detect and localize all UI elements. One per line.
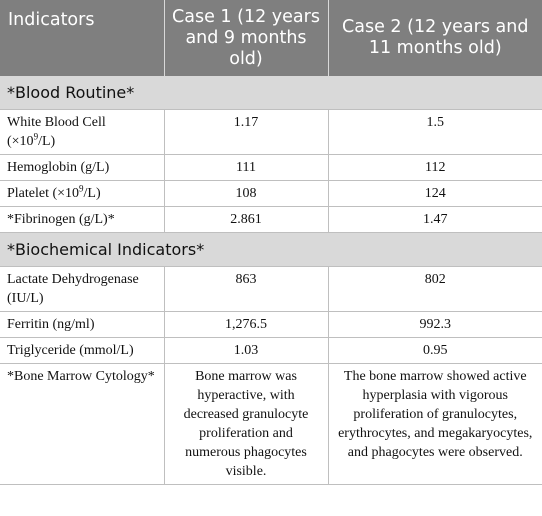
header-indicators: Indicators bbox=[0, 0, 164, 76]
case2-value-ldh: 802 bbox=[328, 267, 542, 312]
indicator-label-wbc bbox=[0, 110, 164, 155]
table-row-wbc bbox=[0, 110, 542, 155]
table-row-bone-marrow bbox=[0, 364, 542, 485]
table-header bbox=[0, 0, 542, 76]
indicator-label-ldh: Lactate Dehydrogenase (IU/L) bbox=[0, 267, 164, 312]
table-row-hemoglobin bbox=[0, 155, 542, 181]
case2-value-platelet: 124 bbox=[328, 181, 542, 207]
header-case2: Case 2 (12 years and 11 months old) bbox=[328, 0, 542, 76]
case1-value-hemoglobin: 111 bbox=[164, 155, 328, 181]
indicator-label-hemoglobin: Hemoglobin (g/L) bbox=[0, 155, 164, 181]
indicator-label-wbc-exponent: 9 bbox=[33, 131, 39, 142]
indicator-label-platelet bbox=[0, 181, 164, 207]
indicator-label-bone-marrow: *Bone Marrow Cytology* bbox=[0, 364, 164, 485]
section-title-biochemical: *Biochemical Indicators* bbox=[0, 233, 542, 267]
indicator-label-wbc-unit: /L) bbox=[38, 134, 56, 149]
header-case1: Case 1 (12 years and 9 months old) bbox=[164, 0, 328, 76]
header-row bbox=[0, 0, 542, 76]
section-row-blood-routine bbox=[0, 76, 542, 110]
table-row-ldh bbox=[0, 267, 542, 312]
case1-value-bone-marrow: Bone marrow was hyperactive, with decreased granulocyte proliferation and numerous phagocytes visible. bbox=[164, 364, 328, 485]
table-row-ferritin bbox=[0, 312, 542, 338]
indicator-label-platelet-text: Platelet (×10 bbox=[7, 186, 80, 201]
case1-value-platelet: 108 bbox=[164, 181, 328, 207]
indicator-label-platelet-exponent: 9 bbox=[79, 183, 84, 194]
indicator-label-wbc-text: White Blood Cell (×10 bbox=[7, 115, 106, 149]
case1-value-ldh: 863 bbox=[164, 267, 328, 312]
section-row-biochemical bbox=[0, 233, 542, 267]
case2-value-bone-marrow: The bone marrow showed active hyperplasia with vigorous proliferation of granulocytes, erythrocytes, and megakaryocytes, and phagocytes were observed. bbox=[328, 364, 542, 485]
case1-value-wbc: 1.17 bbox=[164, 110, 328, 155]
indicator-label-platelet-unit: /L) bbox=[83, 186, 101, 201]
table-row-triglyceride bbox=[0, 338, 542, 364]
case1-value-fibrinogen: 2.861 bbox=[164, 207, 328, 233]
section-title-blood-routine: *Blood Routine* bbox=[0, 76, 542, 110]
table-row-platelet bbox=[0, 181, 542, 207]
case2-value-fibrinogen: 1.47 bbox=[328, 207, 542, 233]
table-row-fibrinogen bbox=[0, 207, 542, 233]
case2-value-ferritin: 992.3 bbox=[328, 312, 542, 338]
table-body bbox=[0, 76, 542, 485]
case1-value-ferritin: 1,276.5 bbox=[164, 312, 328, 338]
case2-value-hemoglobin: 112 bbox=[328, 155, 542, 181]
indicator-label-ferritin: Ferritin (ng/ml) bbox=[0, 312, 164, 338]
case2-value-wbc: 1.5 bbox=[328, 110, 542, 155]
indicator-label-triglyceride: Triglyceride (mmol/L) bbox=[0, 338, 164, 364]
indicator-label-fibrinogen: *Fibrinogen (g/L)* bbox=[0, 207, 164, 233]
case2-value-triglyceride: 0.95 bbox=[328, 338, 542, 364]
case1-value-triglyceride: 1.03 bbox=[164, 338, 328, 364]
